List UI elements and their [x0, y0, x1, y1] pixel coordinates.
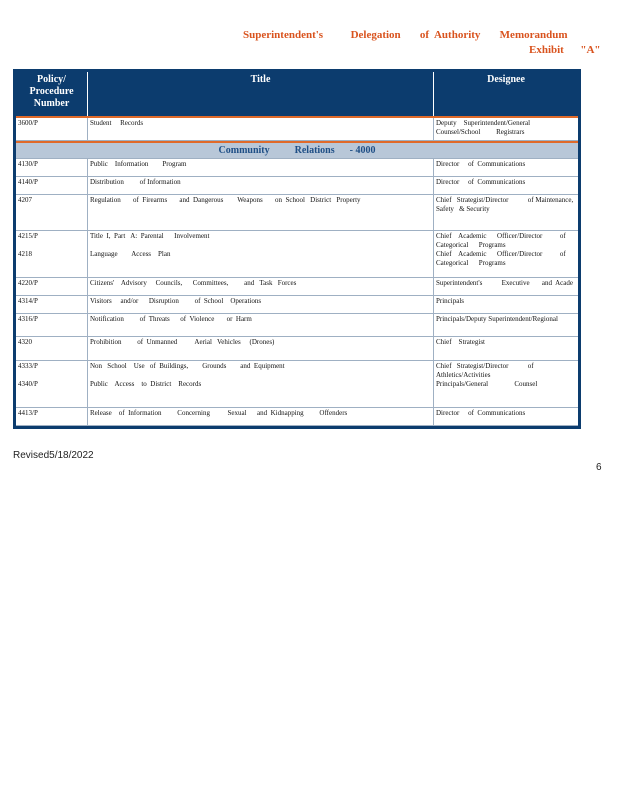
designee-cell: Principals [436, 297, 464, 305]
policy-cell: 4413/P [16, 408, 88, 425]
designee-cell: Chief Academic Officer/Director of Categorical Programs Chief Academic Officer/Director of Categorical Programs [436, 232, 566, 267]
page-number: 6 [596, 462, 602, 473]
title-cell: Notification of Threats of Violence or Harm [88, 314, 434, 336]
policy-cell: 4130/P [16, 159, 88, 176]
designee-cell: Chief Strategist [436, 338, 485, 346]
title-cell: Regulation of Firearms and Dangerous Weapons on School District Property [88, 195, 434, 230]
policy-cell: 4140/P [16, 177, 88, 194]
table-row [16, 278, 578, 296]
memo-title: Superintendent's Delegation of Authority Memorandum [243, 29, 568, 41]
policy-cell: 4215/P 4218 [16, 231, 88, 277]
section-header-community-relations: Community Relations - 4000 [16, 141, 578, 159]
title-cell: Visitors and/or Disruption of School Operations [88, 296, 434, 313]
title-cell: Distribution of Information [88, 177, 434, 194]
col-header-policy: Policy/ Procedure Number [16, 72, 88, 116]
policy-cell: 4316/P [16, 314, 88, 336]
designee-cell: Director of Communications [436, 160, 526, 168]
table-row [16, 116, 578, 141]
table-row [16, 159, 578, 177]
col-header-title: Title [88, 72, 434, 116]
table-row [16, 231, 578, 278]
title-cell: Release of Information Concerning Sexual and Kidnapping Offenders [88, 408, 434, 425]
table-row [16, 195, 589, 231]
designee-cell: Deputy Superintendent/General Counsel/School Registrars [436, 119, 532, 136]
table-row [16, 177, 578, 195]
table-header [16, 72, 578, 116]
delegation-table [13, 69, 589, 429]
title-cell: Citizens' Advisory Councils, Committees, and Task Forces [88, 278, 434, 295]
revised-date: Revised5/18/2022 [13, 450, 94, 461]
designee-cell: Superintendent's Executive and Acade [436, 279, 573, 287]
table-row [16, 337, 578, 361]
table-row [16, 296, 578, 314]
table-row [16, 314, 578, 337]
title-cell: Public Information Program [88, 159, 434, 176]
policy-cell: 3600/P [16, 118, 88, 140]
table-row [16, 361, 578, 408]
designee-cell: Director of Communications [436, 409, 526, 417]
designee-cell: Chief Strategist/Director of Maintenance, Safety & Security [436, 196, 589, 213]
policy-cell: 4320 [16, 337, 88, 360]
policy-cell: 4220/P [16, 278, 88, 295]
designee-cell: Director of Communications [436, 178, 526, 186]
title-cell: Student Records [88, 118, 434, 140]
col-header-designee: Designee [487, 74, 525, 85]
policy-cell: 4207 [16, 195, 88, 230]
title-cell: Prohibition of Unmanned Aerial Vehicles (Drones) [88, 337, 434, 360]
designee-cell: Principals/Deputy Superintendent/Regional [436, 315, 558, 323]
policy-cell: 4314/P [16, 296, 88, 313]
title-cell: Title I, Part A: Parental Involvement Language Access Plan [88, 231, 434, 277]
exhibit-label: Exhibit "A" [529, 44, 601, 56]
table-row [16, 408, 578, 426]
policy-cell: 4333/P 4340/P [16, 361, 88, 407]
title-cell: Non School Use of Buildings, Grounds and Equipment Public Access to District Records [88, 361, 434, 407]
designee-cell: Chief Strategist/Director of Athletics/Activities Principals/General Counsel [436, 362, 538, 388]
